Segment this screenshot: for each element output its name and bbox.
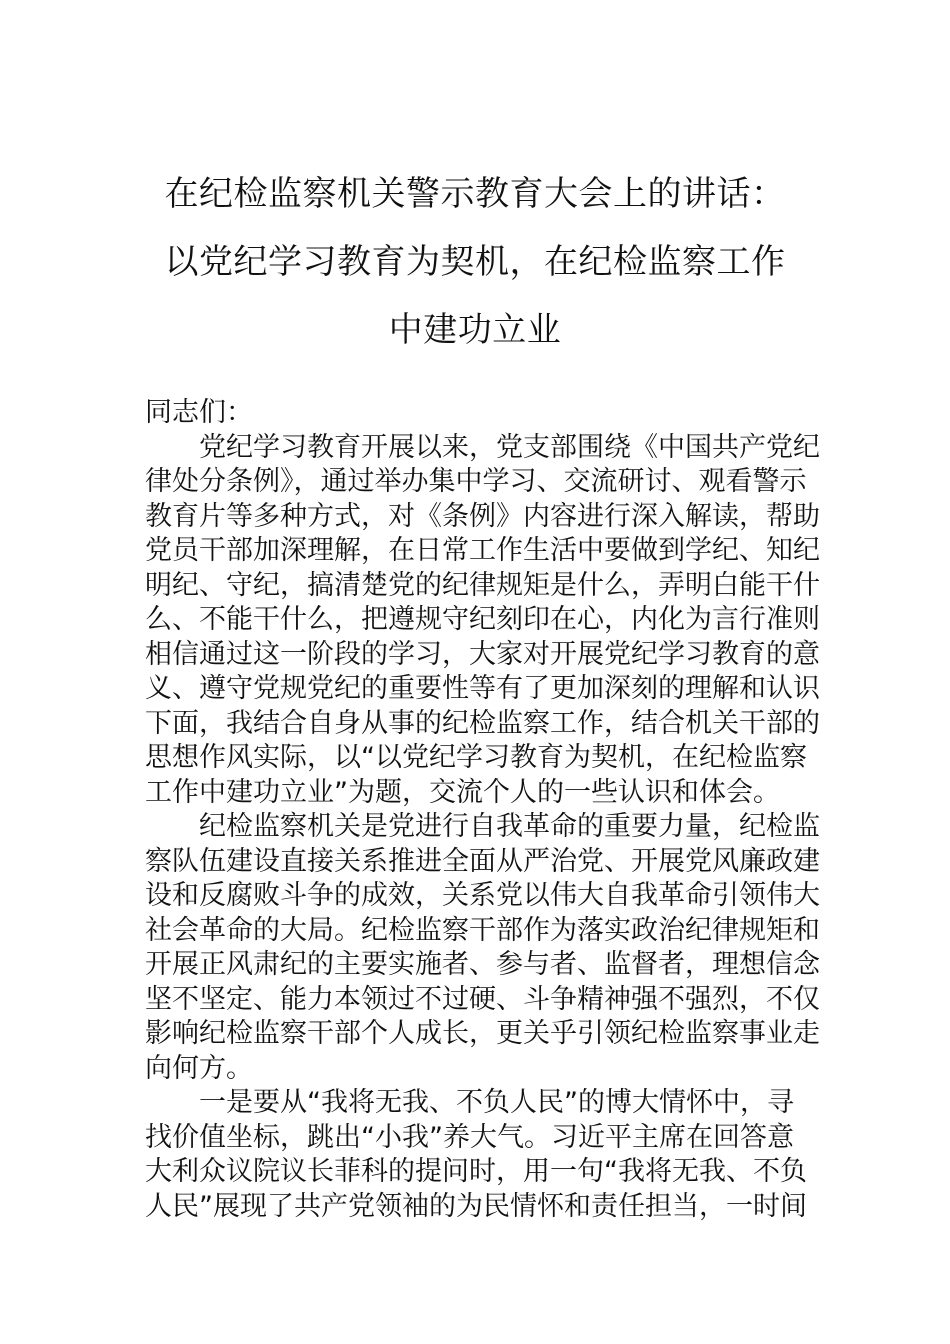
paragraph-line: 党员干部加深理解，在日常工作生活中要做到学纪、知纪 — [145, 535, 820, 566]
paragraph-line: 找价值坐标，跳出“小我”养大气。习近平主席在回答意 — [145, 1121, 794, 1153]
paragraph-line: 工作中建功立业”为题，交流个人的一些认识和体会。 — [145, 776, 780, 808]
salutation: 同志们： — [145, 397, 253, 428]
paragraph-line: 人民”展现了共产党领袖的为民情怀和责任担当，一时间 — [145, 1190, 807, 1222]
paragraph-line: 思想作风实际，以“以党纪学习教育为契机，在纪检监察 — [145, 742, 807, 773]
paragraph-line: 向何方。 — [145, 1052, 253, 1084]
paragraph-line: 下面，我结合自身从事的纪检监察工作，结合机关干部的 — [145, 707, 820, 739]
paragraph-line: 律处分条例》，通过举办集中学习、交流研讨、观看警示 — [145, 466, 807, 497]
paragraph-line: 大利众议院议长菲科的提问时，用一句“我将无我、不负 — [145, 1156, 807, 1187]
title-line: 在纪检监察机关警示教育大会上的讲话： — [164, 174, 786, 214]
paragraph-line: 党纪学习教育开展以来，党支部围绕《中国共产党纪 — [199, 431, 820, 463]
paragraph-line: 相信通过这一阶段的学习，大家对开展党纪学习教育的意 — [145, 638, 820, 670]
paragraph-3 — [145, 1086, 805, 1224]
paragraph-line: 明纪、守纪，搞清楚党的纪律规矩是什么，弄明白能干什 — [145, 569, 820, 601]
paragraph-1 — [145, 431, 820, 811]
paragraph-line: 纪检监察机关是党进行自我革命的重要力量，纪检监 — [199, 811, 820, 842]
paragraph-line: 察队伍建设直接关系推进全面从严治党、开展党风廉政建 — [145, 845, 820, 877]
paragraph-line: 教育片等多种方式，对《条例》内容进行深入解读，帮助 — [145, 500, 820, 532]
paragraph-line: 么、不能干什么，把遵规守纪刻印在心，内化为言行准则 — [145, 604, 820, 635]
paragraph-line: 一是要从“我将无我、不负人民”的博大情怀中，寻 — [199, 1087, 794, 1118]
paragraph-line: 义、遵守党规党纪的重要性等有了更加深刻的理解和认识 — [145, 673, 820, 704]
paragraph-line: 开展正风肃纪的主要实施者、参与者、监督者，理想信念 — [145, 949, 820, 980]
paragraph-2 — [145, 810, 820, 1086]
title-line: 以党纪学习教育为契机，在纪检监察工作 — [164, 242, 786, 282]
document-title — [140, 160, 810, 364]
document-body — [145, 396, 820, 1224]
title-line: 中建功立业 — [388, 310, 562, 350]
paragraph-line: 社会革命的大局。纪检监察干部作为落实政治纪律规矩和 — [145, 914, 820, 946]
paragraph-line: 坚不坚定、能力本领过不过硬、斗争精神强不强烈，不仅 — [145, 983, 820, 1015]
paragraph-line: 设和反腐败斗争的成效，关系党以伟大自我革命引领伟大 — [145, 880, 820, 911]
paragraph-line: 影响纪检监察干部个人成长，更关乎引领纪检监察事业走 — [145, 1018, 820, 1049]
